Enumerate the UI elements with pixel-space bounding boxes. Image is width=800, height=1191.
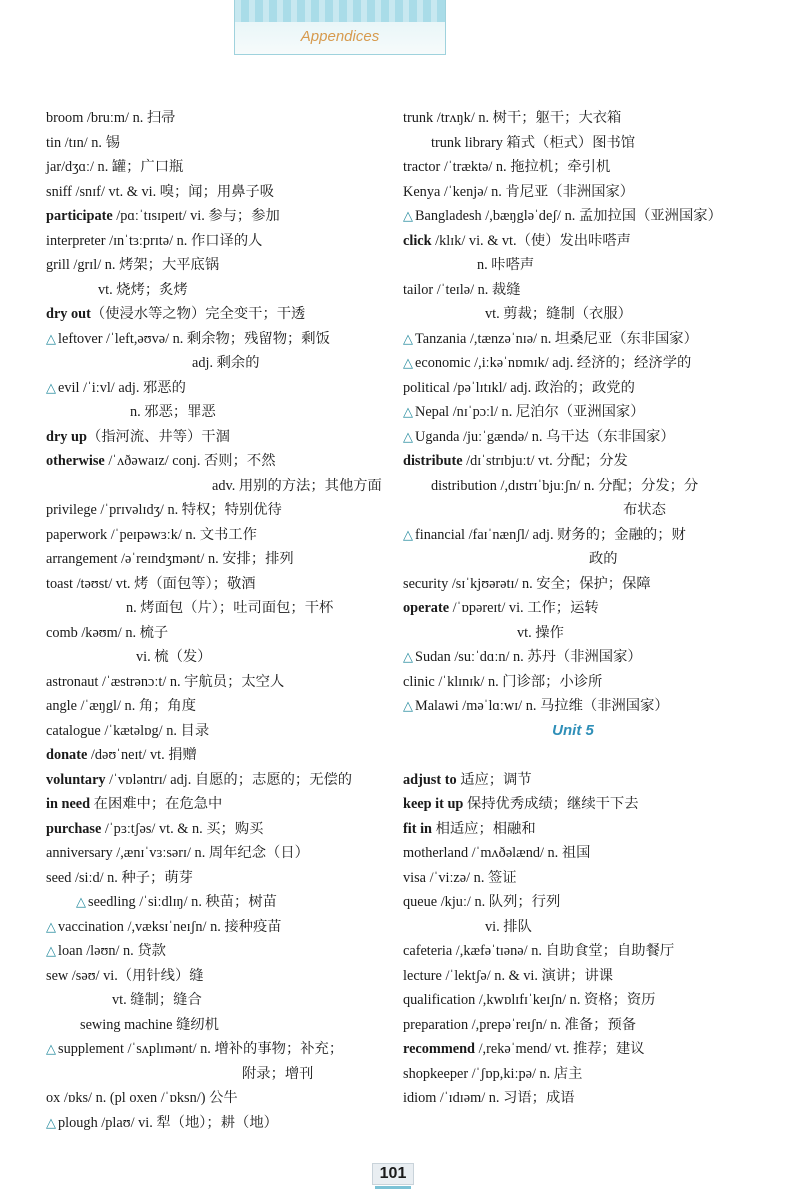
vocab-entry bbox=[403, 964, 743, 989]
vocab-entry bbox=[46, 694, 386, 719]
entry-text: angle /ˈæŋgl/ n. 角；角度 bbox=[46, 698, 197, 714]
entry-text: political /pəˈlɪtɪkl/ adj. 政治的；政党的 bbox=[403, 379, 635, 396]
triangle-icon: △ bbox=[403, 331, 413, 347]
entry-text: privilege /ˈprɪvəlɪdʒ/ n. 特权；特别优待 bbox=[46, 502, 282, 518]
entry-text: idiom /ˈɪdɪəm/ n. 习语；成语 bbox=[403, 1090, 575, 1106]
vocab-entry bbox=[403, 204, 743, 229]
left-column bbox=[46, 106, 386, 1135]
entry-text: arrangement /əˈreɪndʒmənt/ n. 安排；排列 bbox=[46, 551, 294, 567]
entry-text: toast /təʊst/ vt. 烤（面包等）；敬酒 bbox=[46, 575, 256, 592]
entry-text: security /sɪˈkjʊərətɪ/ n. 安全；保护；保障 bbox=[403, 575, 651, 592]
vocab-entry bbox=[46, 474, 386, 499]
entry-text: qualification /,kwɒlɪfɪˈkeɪʃn/ n. 资格；资历 bbox=[403, 992, 656, 1008]
entry-text: operate /ˈɒpəreɪt/ vi. 工作；运转 bbox=[403, 600, 599, 616]
triangle-icon: △ bbox=[46, 944, 56, 959]
vocab-entry bbox=[403, 1086, 743, 1111]
page-number: 101 bbox=[372, 1163, 414, 1185]
vocab-entry bbox=[46, 327, 386, 352]
vocab-entry bbox=[46, 180, 386, 205]
vocab-entry bbox=[403, 449, 743, 474]
vocab-entry bbox=[46, 498, 386, 523]
entry-text: tractor /ˈtræktə/ n. 拖拉机；牵引机 bbox=[403, 159, 611, 175]
entry-text: n. 咔嗒声 bbox=[477, 257, 535, 273]
vocab-entry bbox=[46, 106, 386, 131]
vocab-entry bbox=[403, 694, 743, 719]
vocab-entry bbox=[46, 1086, 386, 1111]
vocab-entry bbox=[403, 474, 743, 499]
vocab-entry bbox=[403, 768, 743, 793]
entry-text: financial /faɪˈnænʃl/ adj. 财务的；金融的；财 bbox=[415, 526, 686, 543]
entry-text: tin /tɪn/ n. 锡 bbox=[46, 134, 120, 151]
vocab-entry bbox=[403, 596, 743, 621]
entry-text: interpreter /ɪnˈtɜːprɪtə/ n. 作口译的人 bbox=[46, 232, 263, 249]
entry-text: 附录；增刊 bbox=[242, 1065, 314, 1082]
right-column bbox=[403, 106, 743, 1111]
entry-text: Kenya /ˈkenjə/ n. 肯尼亚（非洲国家） bbox=[403, 183, 635, 200]
vocab-entry bbox=[403, 229, 743, 254]
entry-text: purchase /ˈpɜːtʃəs/ vt. & n. 买；购买 bbox=[46, 820, 264, 837]
triangle-icon: △ bbox=[403, 209, 413, 224]
vocab-entry bbox=[46, 425, 386, 450]
entry-text: voluntary /ˈvɒləntrɪ/ adj. 自愿的；志愿的；无偿的 bbox=[46, 771, 353, 788]
vocab-entry bbox=[403, 866, 743, 891]
vocab-entry bbox=[403, 645, 743, 670]
appendices-banner bbox=[234, 0, 446, 55]
entry-text: distribute /dɪˈstrɪbjuːt/ vt. 分配；分发 bbox=[403, 453, 628, 469]
vocab-entry bbox=[46, 351, 386, 376]
entry-text: clinic /ˈklɪnɪk/ n. 门诊部；小诊所 bbox=[403, 673, 603, 690]
vocab-entry bbox=[403, 302, 743, 327]
vocab-entry bbox=[46, 915, 386, 940]
entry-text: supplement /ˈsʌplɪmənt/ n. 增补的事物；补充； bbox=[58, 1041, 344, 1057]
unit-heading-text: Unit 5 bbox=[552, 721, 594, 739]
vocab-entry bbox=[403, 498, 743, 523]
vocab-entry bbox=[46, 841, 386, 866]
entry-text: evil /ˈiːvl/ adj. 邪恶的 bbox=[58, 379, 186, 396]
vocab-entry bbox=[403, 1013, 743, 1038]
vocab-entry bbox=[46, 547, 386, 572]
vocab-entry bbox=[46, 278, 386, 303]
entry-text: trunk /trʌŋk/ n. 树干；躯干；大衣箱 bbox=[403, 110, 622, 126]
vocab-entry bbox=[403, 351, 743, 376]
entry-text: vi. 梳（发） bbox=[136, 649, 212, 665]
entry-text: 布状态 bbox=[623, 502, 666, 518]
entry-text: astronaut /ˈæstrənɔːt/ n. 宇航员；太空人 bbox=[46, 673, 285, 690]
vocab-entry bbox=[403, 155, 743, 180]
triangle-icon: △ bbox=[46, 1042, 56, 1057]
entry-text: vt. 烧烤；炙烤 bbox=[98, 281, 188, 298]
entry-text: n. 邪恶；罪恶 bbox=[130, 404, 216, 420]
vocab-entry bbox=[46, 1111, 386, 1136]
vocab-entry bbox=[46, 572, 386, 597]
entry-text: distribution /,dɪstrɪˈbjuːʃn/ n. 分配；分发；分 bbox=[431, 477, 699, 494]
entry-text: fit in 相适应；相融和 bbox=[403, 820, 536, 837]
vocab-entry bbox=[403, 376, 743, 401]
vocab-entry bbox=[46, 866, 386, 891]
vocab-entry bbox=[403, 890, 743, 915]
vocab-entry bbox=[46, 155, 386, 180]
entry-text: Uganda /juːˈgændə/ n. 乌干达（东非国家） bbox=[415, 428, 675, 445]
entry-text: loan /ləʊn/ n. 贷款 bbox=[58, 943, 166, 959]
entry-text: trunk library 箱式（柜式）图书馆 bbox=[431, 134, 636, 151]
vocab-entry bbox=[46, 792, 386, 817]
entry-text: seedling /ˈsiːdlɪŋ/ n. 秧苗；树苗 bbox=[88, 894, 277, 910]
vocab-entry bbox=[46, 670, 386, 695]
entry-text: sewing machine 缝纫机 bbox=[80, 1016, 219, 1033]
entry-text: seed /siːd/ n. 种子；萌芽 bbox=[46, 869, 193, 886]
banner-wave-pattern bbox=[235, 0, 445, 22]
entry-text: Tanzania /,tænzəˈnɪə/ n. 坦桑尼亚（东非国家） bbox=[415, 330, 698, 347]
entry-text: participate /pɑːˈtɪsɪpeɪt/ vi. 参与；参加 bbox=[46, 208, 280, 224]
vocab-entry bbox=[403, 915, 743, 940]
vocab-entry bbox=[403, 131, 743, 156]
vocab-entry bbox=[46, 1013, 386, 1038]
vocab-entry bbox=[46, 229, 386, 254]
entry-text: jar/dʒɑː/ n. 罐；广口瓶 bbox=[46, 159, 184, 175]
entry-text: keep it up 保持优秀成绩；继续干下去 bbox=[403, 796, 639, 812]
entry-text: adjust to 适应；调节 bbox=[403, 771, 532, 788]
vocab-entry bbox=[403, 327, 743, 352]
entry-text: motherland /ˈmʌðəlænd/ n. 祖国 bbox=[403, 845, 591, 861]
vocab-entry bbox=[403, 523, 743, 548]
entry-text: sew /səʊ/ vi.（用针线）缝 bbox=[46, 967, 204, 984]
entry-text: otherwise /ˈʌðəwaɪz/ conj. 否则；不然 bbox=[46, 453, 276, 469]
vocab-entry bbox=[403, 939, 743, 964]
entry-text: economic /,iːkəˈnɒmɪk/ adj. 经济的；经济学的 bbox=[415, 355, 692, 371]
vocab-entry bbox=[46, 596, 386, 621]
triangle-icon: △ bbox=[46, 331, 56, 347]
triangle-icon: △ bbox=[403, 650, 413, 665]
vocab-entry bbox=[46, 768, 386, 793]
vocab-entry bbox=[46, 204, 386, 229]
entry-text: Sudan /suːˈdɑːn/ n. 苏丹（非洲国家） bbox=[415, 649, 642, 665]
entry-text: dry out（使浸水等之物）完全变干；干透 bbox=[46, 306, 306, 322]
vocab-entry bbox=[46, 1062, 386, 1087]
entry-text: plough /plaʊ/ vi. 犁（地）；耕（地） bbox=[58, 1114, 278, 1131]
vocab-entry bbox=[403, 621, 743, 646]
vocab-entry bbox=[46, 964, 386, 989]
vocab-entry bbox=[46, 400, 386, 425]
vocab-entry bbox=[46, 131, 386, 156]
vocab-entry bbox=[46, 621, 386, 646]
entry-text: adv. 用别的方法；其他方面 bbox=[212, 477, 382, 494]
triangle-icon: △ bbox=[403, 405, 413, 420]
vocab-entry bbox=[403, 792, 743, 817]
entry-text: tailor /ˈteɪlə/ n. 裁缝 bbox=[403, 281, 521, 298]
triangle-icon: △ bbox=[403, 527, 413, 543]
entry-text: ox /ɒks/ n. (pl oxen /ˈɒksn/) 公牛 bbox=[46, 1090, 238, 1106]
entry-text: catalogue /ˈkætəlɒg/ n. 目录 bbox=[46, 722, 210, 739]
entry-text: visa /ˈviːzə/ n. 签证 bbox=[403, 869, 517, 886]
vocab-entry bbox=[46, 376, 386, 401]
vocab-entry bbox=[46, 939, 386, 964]
vocab-entry bbox=[403, 425, 743, 450]
triangle-icon: △ bbox=[46, 380, 56, 396]
vocab-entry bbox=[46, 449, 386, 474]
entry-text: vt. 操作 bbox=[517, 624, 564, 641]
entry-text: vt. 剪裁；缝制（衣服） bbox=[485, 306, 632, 322]
vocab-entry bbox=[403, 278, 743, 303]
entry-text: recommend /,rekəˈmend/ vt. 推荐；建议 bbox=[403, 1041, 645, 1057]
entry-text: preparation /,prepəˈreɪʃn/ n. 准备；预备 bbox=[403, 1016, 637, 1033]
entry-text: comb /kəʊm/ n. 梳子 bbox=[46, 624, 169, 641]
entry-text: in need 在困难中；在危急中 bbox=[46, 796, 223, 812]
vocab-entry bbox=[403, 988, 743, 1013]
triangle-icon: △ bbox=[46, 1115, 56, 1131]
entry-text: sniff /snɪf/ vt. & vi. 嗅；闻；用鼻子吸 bbox=[46, 183, 275, 200]
vocab-entry bbox=[46, 988, 386, 1013]
triangle-icon: △ bbox=[46, 919, 56, 935]
vocab-entry bbox=[46, 1037, 386, 1062]
vocab-entry bbox=[403, 841, 743, 866]
entry-text: Malawi /məˈlɑːwɪ/ n. 马拉维（非洲国家） bbox=[415, 698, 669, 714]
entry-text: shopkeeper /ˈʃɒp,kiːpə/ n. 店主 bbox=[403, 1065, 583, 1082]
entry-text: leftover /ˈleft,əʊvə/ n. 剩余物；残留物；剩饭 bbox=[58, 330, 330, 347]
vocab-entry bbox=[403, 547, 743, 572]
appendices-title: Appendices bbox=[300, 28, 380, 45]
vocab-entry bbox=[403, 572, 743, 597]
entry-text: 政的 bbox=[589, 551, 618, 567]
vocab-entry bbox=[403, 1037, 743, 1062]
triangle-icon: △ bbox=[403, 356, 413, 371]
entry-text: paperwork /ˈpeɪpəwɜːk/ n. 文书工作 bbox=[46, 526, 257, 543]
vocab-entry bbox=[46, 817, 386, 842]
vocab-entry bbox=[403, 817, 743, 842]
entry-text: queue /kjuː/ n. 队列；行列 bbox=[403, 894, 561, 910]
entry-text: Bangladesh /,bæŋgləˈdeʃ/ n. 孟加拉国（亚洲国家） bbox=[415, 208, 722, 224]
vocab-entry bbox=[403, 743, 743, 768]
vocab-entry bbox=[403, 253, 743, 278]
vocab-entry bbox=[46, 645, 386, 670]
vocab-entry bbox=[46, 743, 386, 768]
entry-text: donate /dəʊˈneɪt/ vt. 捐赠 bbox=[46, 747, 197, 763]
entry-text: grill /grɪl/ n. 烤架；大平底锅 bbox=[46, 257, 220, 273]
entry-text: vi. 排队 bbox=[485, 918, 532, 935]
entry-text: Nepal /nɪˈpɔːl/ n. 尼泊尔（亚洲国家） bbox=[415, 404, 645, 420]
entry-text: cafeteria /,kæfəˈtɪənə/ n. 自助食堂；自助餐厅 bbox=[403, 943, 675, 959]
entry-text: adj. 剩余的 bbox=[192, 355, 260, 371]
triangle-icon: △ bbox=[76, 895, 86, 910]
vocab-entry bbox=[403, 400, 743, 425]
entry-text: click /klɪk/ vi. & vt.（使）发出咔嗒声 bbox=[403, 232, 631, 249]
vocab-entry bbox=[403, 670, 743, 695]
entry-text: n. 烤面包（片）；吐司面包；干杯 bbox=[126, 600, 334, 616]
vocab-entry bbox=[46, 302, 386, 327]
vocab-entry bbox=[46, 719, 386, 744]
entry-text: vaccination /,væksɪˈneɪʃn/ n. 接种疫苗 bbox=[58, 918, 282, 935]
entry-text: anniversary /,ænɪˈvɜːsərɪ/ n. 周年纪念（日） bbox=[46, 845, 309, 861]
vocab-entry bbox=[46, 523, 386, 548]
entry-text: lecture /ˈlektʃə/ n. & vi. 演讲；讲课 bbox=[403, 967, 614, 984]
vocab-entry bbox=[403, 106, 743, 131]
unit-heading bbox=[403, 719, 743, 744]
vocab-entry bbox=[46, 253, 386, 278]
entry-text: broom /bruːm/ n. 扫帚 bbox=[46, 110, 176, 126]
entry-text: vt. 缝制；缝合 bbox=[112, 992, 202, 1008]
triangle-icon: △ bbox=[403, 699, 413, 714]
vocab-entry bbox=[403, 1062, 743, 1087]
vocab-entry bbox=[46, 890, 386, 915]
vocab-entry bbox=[403, 180, 743, 205]
triangle-icon: △ bbox=[403, 429, 413, 445]
entry-text: dry up（指河流、井等）干涸 bbox=[46, 428, 230, 445]
